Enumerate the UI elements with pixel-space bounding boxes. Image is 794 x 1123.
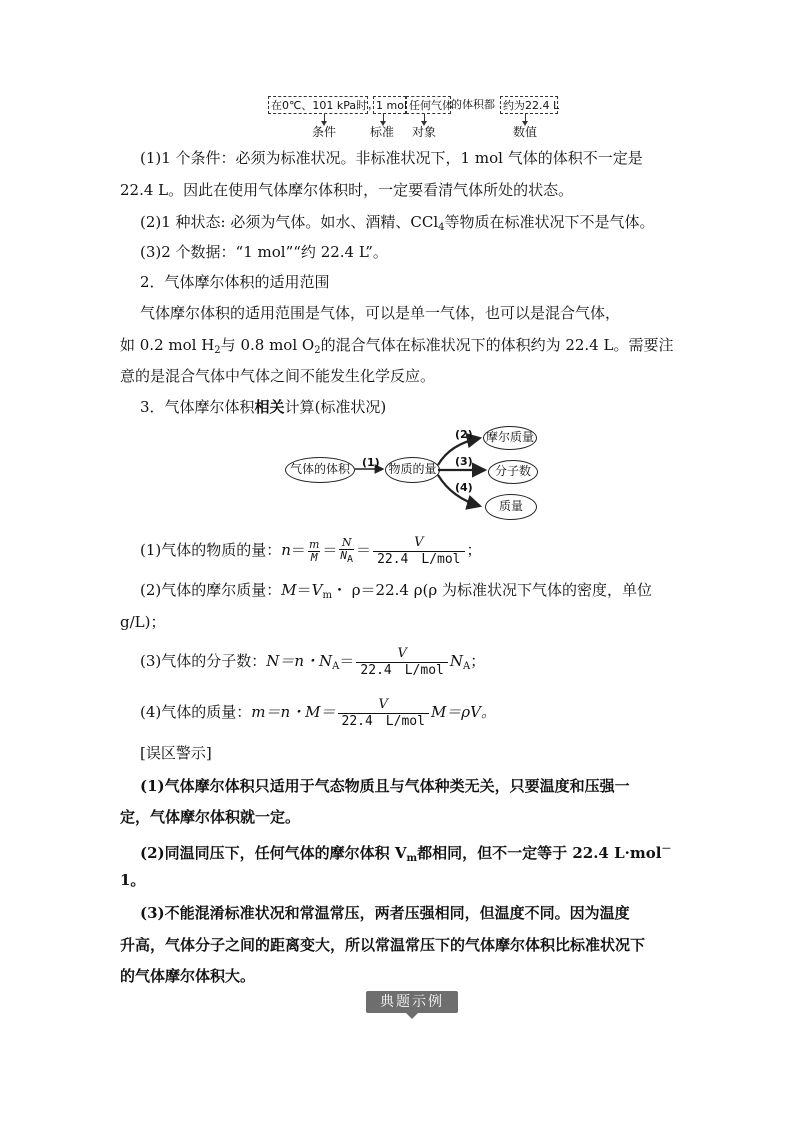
definition-object-box: 任何气体 bbox=[406, 96, 451, 114]
label-value: 数值 bbox=[513, 125, 538, 139]
flow-start-node: 气体的体积 bbox=[285, 457, 355, 483]
section-3-heading: 3．气体摩尔体积相关计算(标准状况) bbox=[140, 398, 387, 416]
warning-1-line-2: 定，气体摩尔体积就一定。 bbox=[120, 808, 301, 826]
flow-result-mass: 质量 bbox=[485, 494, 537, 520]
warning-3-line-1: (3)不能混淆标准状况和常温常压，两者压强相同，但温度不同。因为温度 bbox=[140, 904, 630, 922]
warning-2-line-1: (2)同温同压下，任何气体的摩尔体积 $V_m$都相同，但不一定等于 22.4 L·mol－ bbox=[140, 844, 672, 864]
flow-tag-1: (1) bbox=[362, 456, 380, 469]
definition-value-box: 约为22.4 L bbox=[500, 96, 558, 114]
point-1-line-1: (1)1 个条件：必须为标准状况。非标准状况下，1 mol 气体的体积不一定是 bbox=[140, 149, 643, 167]
arrow-down-icon bbox=[324, 114, 325, 124]
arrow-down-icon bbox=[525, 114, 526, 124]
example-banner: 典题示例 bbox=[366, 991, 458, 1013]
warning-3-line-2: 升高，气体分子之间的距离变大，所以常温常压下的气体摩尔体积比标准状况下 bbox=[120, 936, 646, 954]
point-1-line-2: 22.4 L。因此在使用气体摩尔体积时，一定要看清气体所处的状态。 bbox=[120, 181, 574, 199]
definition-standard-box: 1 mol bbox=[373, 96, 406, 114]
flow-tag-2: (2) bbox=[455, 428, 473, 441]
arrow-down-icon bbox=[383, 114, 384, 124]
formula-2-line-2: g/L)； bbox=[120, 613, 166, 631]
warning-2-line-2: 1。 bbox=[120, 871, 146, 889]
formula-3: (3)气体的分子数：N＝n・$N_A=$ $\frac{V}{\text{22.4 L/mol}}$ $N_A$； bbox=[140, 645, 486, 678]
definition-separator: ， bbox=[368, 98, 379, 111]
definition-condition-box: 在0℃、101 kPa时 bbox=[268, 96, 368, 114]
label-standard: 标准 bbox=[370, 125, 395, 139]
formula-4: (4)气体的质量：m＝n・M＝ $\frac{V}{\text{22.4 L/mol}}$ M＝ρV。 bbox=[140, 696, 496, 729]
section-2-line-2: 如 0.2 mol $H_2$与 0.8 mol $O_2$的混合气体在标准状况下的体积约为 22.4 L。需要注 bbox=[120, 336, 674, 356]
formula-2-line-1: (2)气体的摩尔质量：$M=V_m$・ ρ＝22.4 ρ(ρ 为标准状况下气体的密度，单位 bbox=[140, 581, 652, 601]
arrow-down-icon bbox=[424, 114, 425, 124]
formula-1: (1)气体的物质的量：n＝ $\frac{m}{M}$ ＝ $\frac{N}{NA}$ ＝ $\frac{V}{\text{22.4 L/mol}}$ ； bbox=[140, 534, 482, 567]
section-2-heading: 2．气体摩尔体积的适用范围 bbox=[140, 273, 330, 291]
warning-heading: [误区警示] bbox=[140, 744, 212, 762]
flow-result-molecule-count: 分子数 bbox=[488, 460, 538, 484]
label-condition: 条件 bbox=[312, 125, 337, 139]
flow-tag-3: (3) bbox=[455, 455, 473, 468]
point-2: (2)1 种状态: 必须为气体。如水、酒精、CCl$_4$等物质在标准状况下不是气体。 bbox=[140, 213, 655, 233]
flow-tag-4: (4) bbox=[455, 481, 473, 494]
section-2-line-1: 气体摩尔体积的适用范围是气体，可以是单一气体，也可以是混合气体， bbox=[140, 304, 621, 322]
label-object: 对象 bbox=[412, 125, 437, 139]
warning-3-line-3: 的气体摩尔体积大。 bbox=[120, 967, 256, 985]
flow-center-node: 物质的量 bbox=[385, 457, 440, 483]
warning-1-line-1: (1)气体摩尔体积只适用于气态物质且与气体种类无关，只要温度和压强一 bbox=[140, 777, 630, 795]
point-3: (3)2 个数据：“1 mol”“约 22.4 L”。 bbox=[140, 243, 388, 261]
flow-result-molar-mass: 摩尔质量 bbox=[483, 426, 537, 450]
definition-middle-text: 的体积都 bbox=[451, 98, 495, 111]
section-2-line-3: 意的是混合气体中气体之间不能发生化学反应。 bbox=[120, 367, 436, 385]
